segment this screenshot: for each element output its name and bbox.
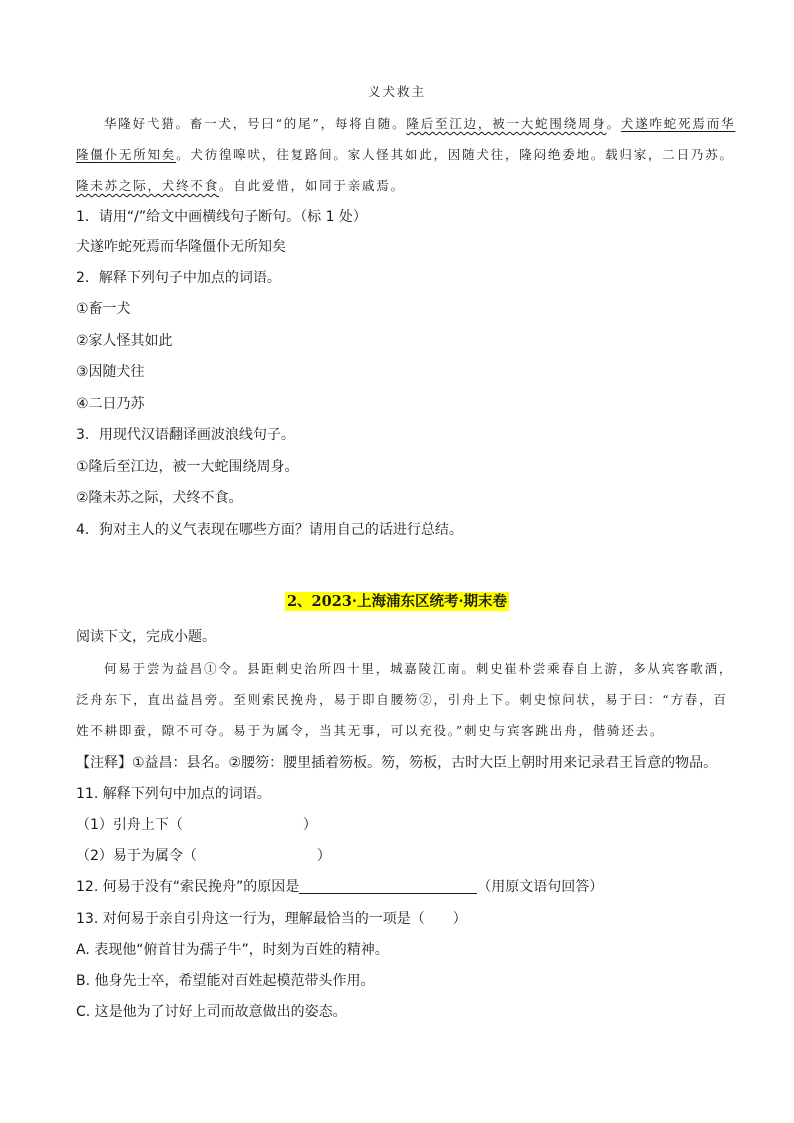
option-c: C. 这是他为了讨好上司而故意做出的姿态。	[76, 1004, 347, 1020]
option-b: B. 他身先士卒，希望能对百姓起模范带头作用。	[76, 973, 375, 989]
question-2-item: ④二日乃苏	[76, 396, 145, 412]
question-3-item: ①隆后至江边，被一大蛇围绕周身。	[76, 459, 299, 475]
wavy-sentence-1: 隆后至江边，被一大蛇围绕周身	[406, 116, 607, 131]
underlined-sentence-part-1: 犬遂咋蛇死焉而华	[620, 116, 736, 131]
question-11: 11. 解释下列句中加点的词语。	[76, 786, 271, 802]
passage-line-3: 隆未苏之际，犬终不食。自此爱惜，如同于亲戚焉。	[76, 178, 405, 193]
question-2-item: ②家人怪其如此	[76, 333, 173, 349]
answer-line[interactable]	[299, 879, 477, 894]
passage-line-1: 华隆好弋猎。畜一犬，号曰“的尾”，每将自随。隆后至江边，被一大蛇围绕周身。犬遂咋蛇死焉而华	[104, 116, 736, 131]
wavy-sentence-2: 隆未苏之际，犬终不食	[76, 178, 220, 193]
question-12: 12. 何易于没有“索民挽舟”的原因是 （用原文语句回答）	[76, 879, 604, 895]
annotation-note: 【注释】①益昌：县名。②腰笏：腰里插着笏板。笏，笏板，古时大臣上朝时用来记录君王旨意的物品。	[76, 755, 718, 771]
question-1-sentence: 犬遂咋蛇死焉而华隆僵仆无所知矣	[76, 239, 286, 255]
passage-line-2: 隆僵仆无所知矣。犬彷徨嗥吠，往复路间。家人怪其如此，因随犬往，隆闷绝委地。载归家，二日乃苏。	[76, 147, 734, 162]
question-3: 3．用现代汉语翻译画波浪线句子。	[76, 427, 295, 443]
passage2-line-2: 泛舟东下，直出益昌旁。至则索民挽舟，易于即自腰笏②，引舟上下。刺史惊问状，易于曰：“方春，百	[76, 692, 728, 707]
question-2-item: ③因随犬往	[76, 364, 145, 380]
question-11-item: （1）引舟上下（ ）	[76, 817, 317, 833]
option-a: A. 表现他“俯首甘为孺子牛”，时刻为百姓的精神。	[76, 942, 389, 958]
reading-instruction: 阅读下文，完成小题。	[76, 629, 216, 645]
question-4: 4．狗对主人的义气表现在哪些方面？请用自己的话进行总结。	[76, 522, 463, 538]
passage2-line-3: 姓不耕即蚕，隙不可夺。易于为属令，当其无事，可以充役。”刺史与宾客跳出舟，偕骑还去。	[76, 723, 665, 738]
question-2: 2．解释下列句子中加点的词语。	[76, 270, 281, 286]
passage-title: 义犬救主	[367, 84, 426, 99]
question-2-item: ①畜一犬	[76, 301, 131, 317]
question-11-item: （2）易于为属令（ ）	[76, 848, 331, 864]
question-1: 1．请用“/”给文中画横线句子断句。（标 1 处）	[76, 209, 367, 225]
question-13: 13. 对何易于亲自引舟这一行为，理解最恰当的一项是（ ）	[76, 911, 467, 927]
highlighted-section-title: 2、2023·上海浦东区统考·期末卷	[286, 593, 508, 610]
underlined-sentence-part-2: 隆僵仆无所知矣	[76, 147, 177, 162]
passage2-line-1: 何易于尝为益昌①令。县距刺史治所四十里，城嘉陵江南。刺史崔朴尝乘春自上游，多从宾客歌酒，	[104, 661, 734, 676]
section-title	[0, 590, 794, 611]
question-3-item: ②隆未苏之际，犬终不食。	[76, 490, 243, 506]
